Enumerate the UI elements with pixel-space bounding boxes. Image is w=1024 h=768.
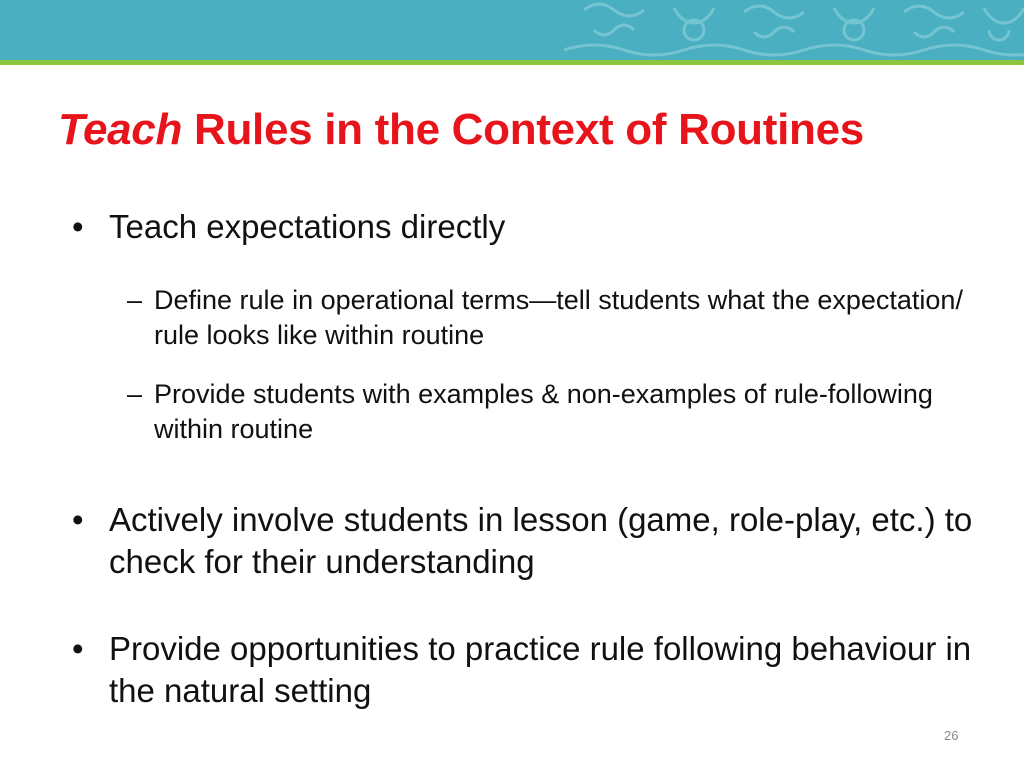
sub-bullet-item bbox=[127, 377, 1007, 447]
bullet-item bbox=[72, 499, 992, 583]
sub-bullet-text: Define rule in operational terms—tell students what the expectation/ rule looks like within routine bbox=[154, 285, 963, 350]
sub-bullet-marker: – bbox=[127, 379, 143, 409]
title-emphasis: Teach bbox=[58, 105, 183, 154]
sub-bullet-text: Provide students with examples & non-examples of rule-following within routine bbox=[154, 379, 933, 444]
title-rest: Rules in the Context of Routines bbox=[193, 105, 864, 154]
slide-number: 26 bbox=[944, 728, 959, 743]
bullet-text: Teach expectations directly bbox=[109, 208, 506, 245]
bullet-text: Actively involve students in lesson (game, role-play, etc.) to check for their understanding bbox=[109, 501, 973, 580]
bullet-text: Provide opportunities to practice rule following behaviour in the natural setting bbox=[109, 630, 972, 709]
bullet-marker: • bbox=[72, 501, 84, 538]
sub-bullet-marker: – bbox=[127, 285, 143, 315]
bullet-item bbox=[72, 206, 992, 248]
bullet-item bbox=[72, 628, 992, 712]
sub-bullet-item bbox=[127, 283, 1007, 353]
bullet-marker: • bbox=[72, 630, 84, 667]
bullet-marker: • bbox=[72, 208, 84, 245]
